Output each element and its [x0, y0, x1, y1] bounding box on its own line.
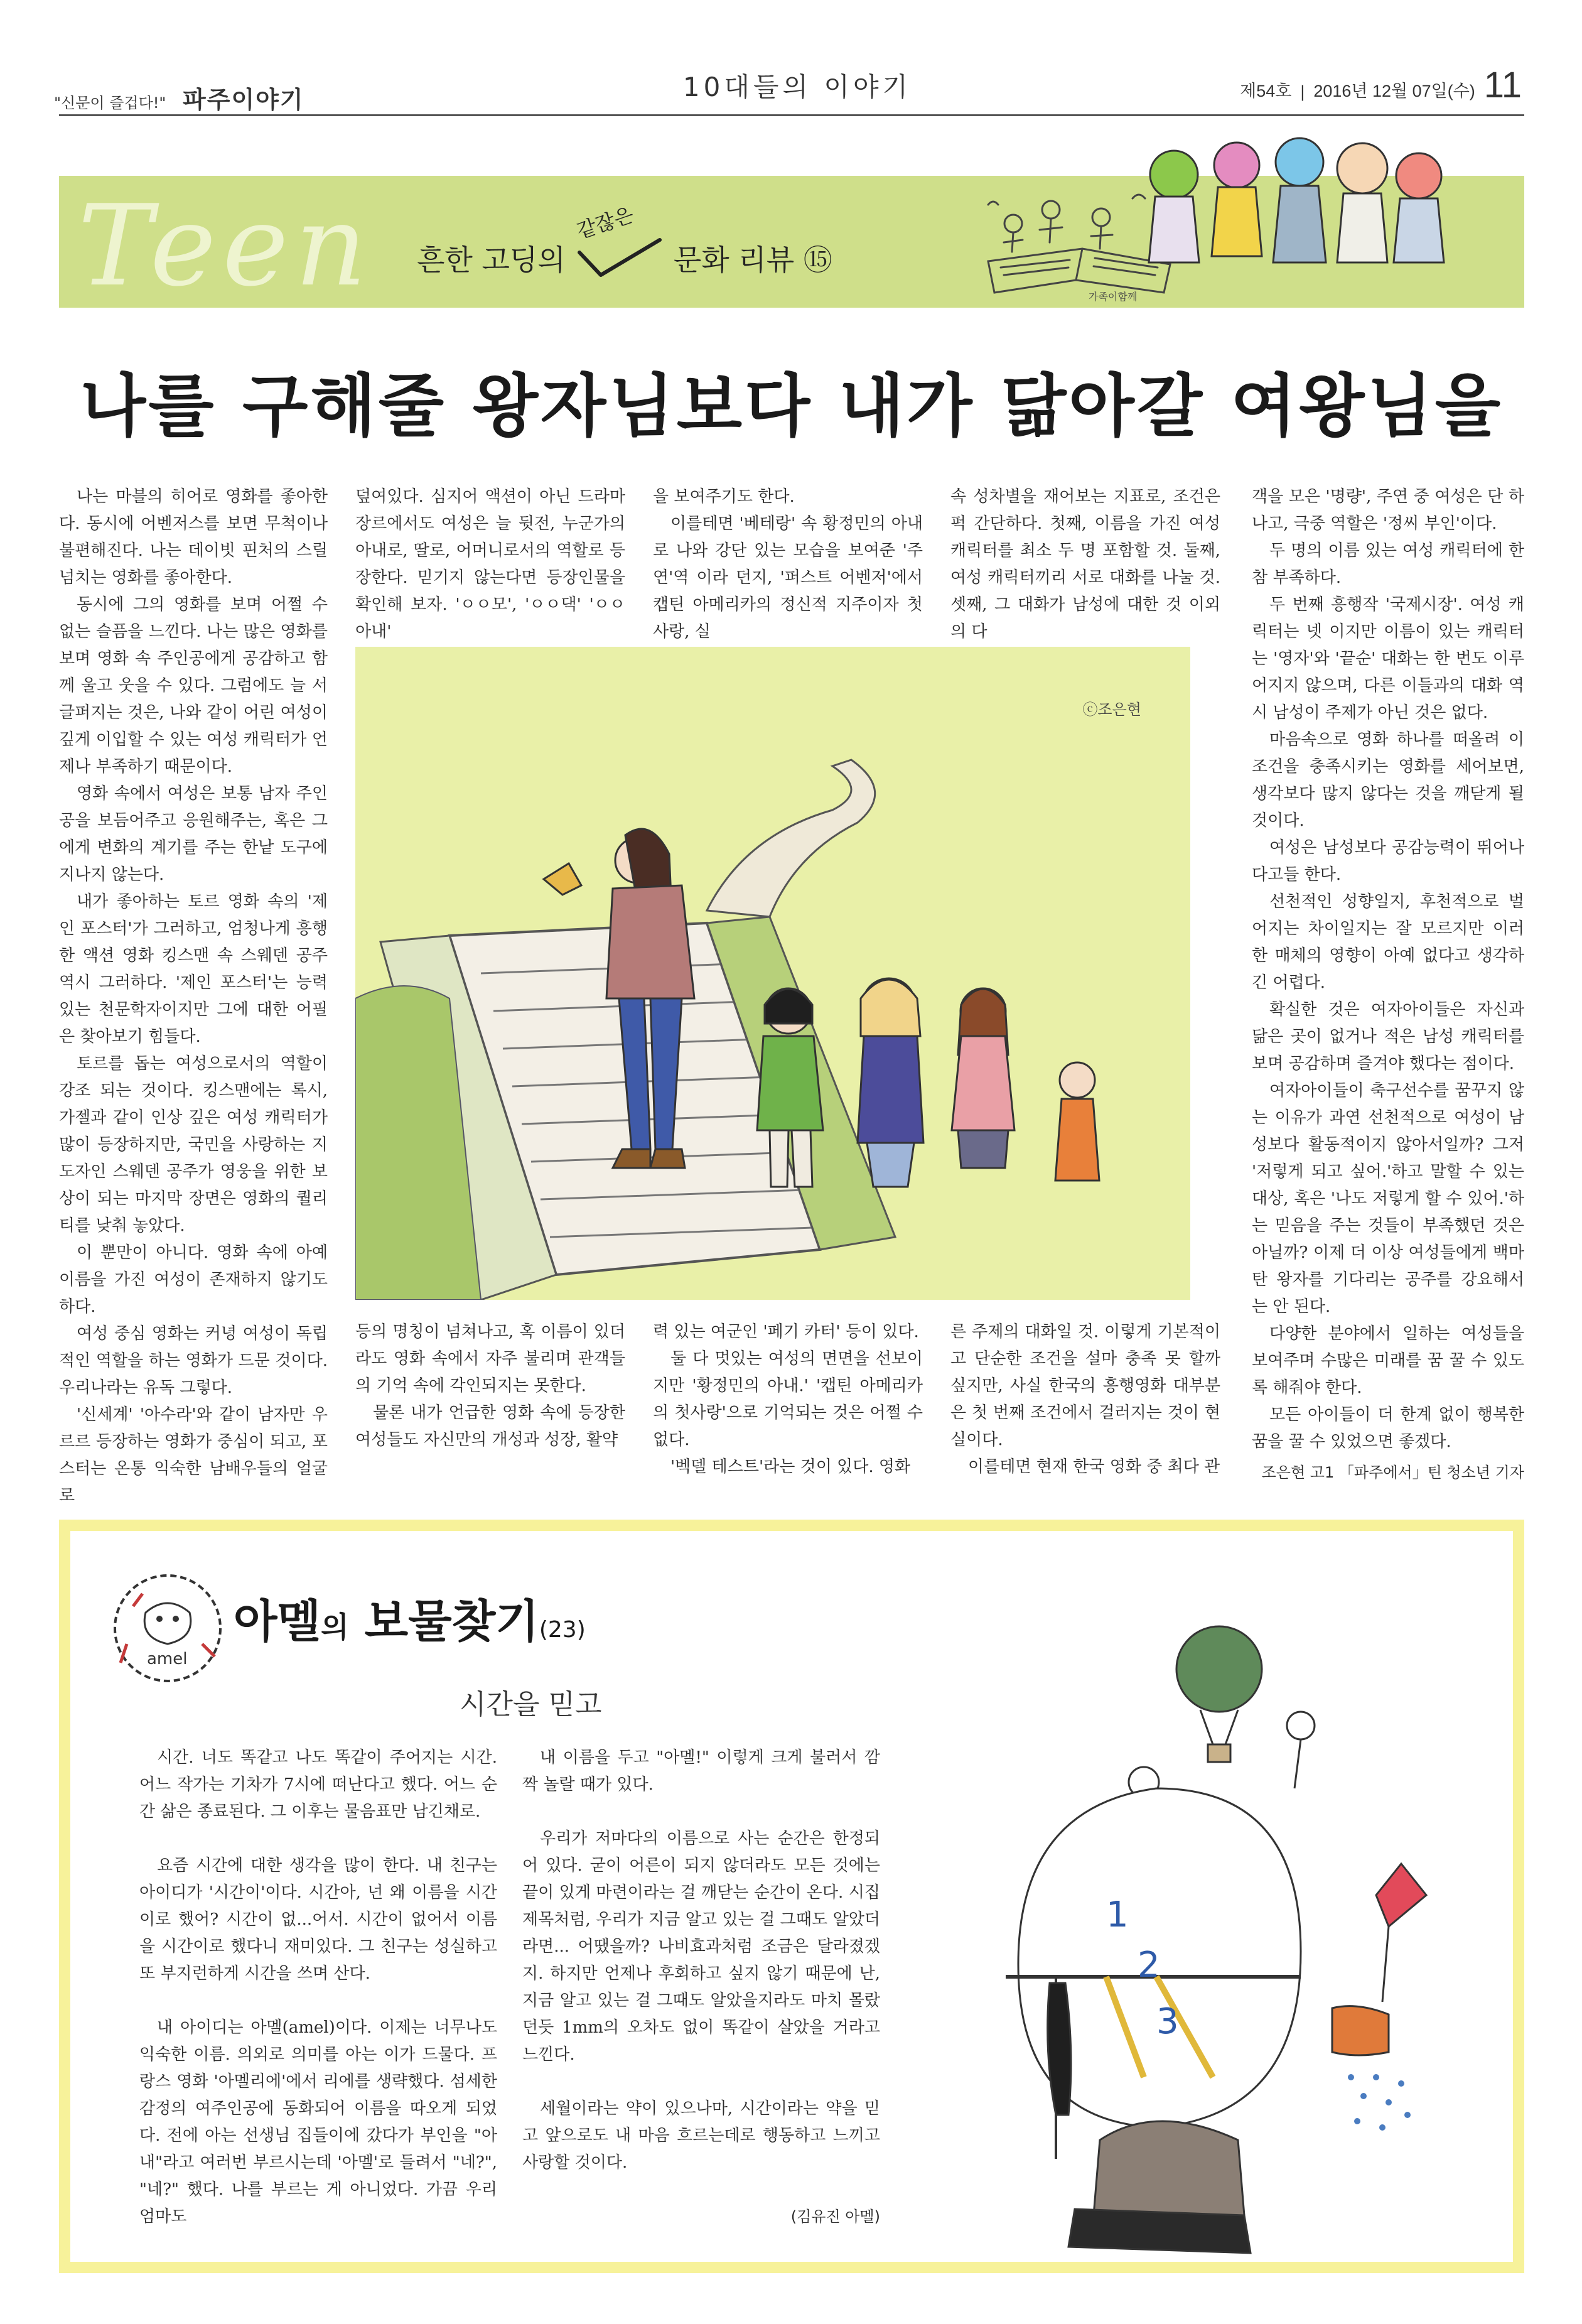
- paragraph: 요즘 시간에 대한 생각을 많이 한다. 내 친구는 아이디가 '시간이'이다. 시간아, 넌 왜 이름을 시간이로 했어? 시간이 없...어서. 시간이 없어서 이름을 시간이로 했다니 재미있다. 그 친구는 성실하고 또 부지런하게 시간을 쓰며 산다.: [139, 1856, 497, 1983]
- paragraph: 확실한 것은 여자아이들은 자신과 닮은 곳이 없거나 적은 남성 캐릭터를 보며 공감하며 즐겨야 했다는 점이다.: [1252, 1000, 1524, 1073]
- paragraph: 토르를 돕는 여성으로서의 역할이 강조 되는 것이다. 킹스맨에는 록시, 가젤과 같이 인상 깊은 여성 캐릭터가 많이 등장하지만, 국민을 사랑하는 지도자인 스웨덴 공주가 영웅을 위한 보상이 되는 마지막 장면은 영화의 퀄리티를 낮춰 놓았다.: [59, 1054, 328, 1235]
- paragraph: 나는 마블의 히어로 영화를 좋아한다. 동시에 어벤저스를 보면 무척이나 불편해진다. 나는 데이빗 핀처의 스릴 넘치는 영화를 좋아한다.: [59, 487, 328, 587]
- paragraph: 내 이름을 두고 "아멜!" 이렇게 크게 불러서 깜짝 놀랄 때가 있다.: [522, 1748, 880, 1794]
- paragraph: 덮여있다. 심지어 액션이 아닌 드라마 장르에서도 여성은 늘 뒷전, 누군가의 아내로, 딸로, 어머니로서의 역할로 등장한다. 믿기지 않는다면 등장인물을 확인해 보자. 'ㅇㅇ모', 'ㅇㅇ댁' 'ㅇㅇ아내': [355, 487, 625, 641]
- amel-logo-icon: [108, 1569, 227, 1688]
- teens-illustration: [1130, 137, 1456, 275]
- article-column-3-top: [653, 484, 923, 646]
- paragraph: 동시에 그의 영화를 보며 어쩔 수 없는 슬픔을 느낀다. 나는 많은 영화를 보며 영화 속 주인공에게 공감하고 함께 울고 웃을 수 있다. 그럼에도 늘 서글퍼지는 것은, 나와 같이 어린 여성이 깊게 이입할 수 있는 여성 캐릭터가 언제나 부족하기 때문이다.: [59, 595, 328, 776]
- article-headline: 나를 구해줄 왕자님보다 내가 닮아갈 여왕님을: [80, 367, 1504, 446]
- feature-subtitle: 시간을 믿고: [460, 1689, 602, 1721]
- newspaper-slogan: "신문이 즐겁다!": [54, 94, 166, 112]
- great-wall-illustration: [355, 647, 1190, 1300]
- feature-number: (23): [539, 1617, 586, 1643]
- paragraph: 내 아이디는 아멜(amel)이다. 이제는 너무나도 익숙한 이름. 의외로 의미를 아는 이가 드물다. 프랑스 영화 '아멜리에'에서 리에를 생략했다. 섬세한 감정의 여주인공에 동화되어 이름을 따오게 되었다. 전에 아는 선생님 집들이에 갔다가 부인을 "아내"라고 여러번 부르시는데 '아멜'로 들려서 "네?", "네?" 했다. 나를 부르는 게 아니었다. 가끔 우리 엄마도: [139, 2018, 497, 2226]
- series-title: [417, 202, 832, 280]
- paragraph: 여성은 남성보다 공감능력이 뛰어나다고들 한다.: [1252, 838, 1524, 884]
- paragraph: 둘 다 멋있는 여성의 면면을 선보이지만 '황정민의 아내.' '캡틴 아메리카의 첫사랑'으로 기억되는 것은 어쩔 수 없다.: [653, 1349, 923, 1449]
- article-column-3-bottom: [653, 1319, 923, 1481]
- article-column-2-top: [355, 484, 625, 646]
- check-mark-icon: [573, 202, 664, 280]
- issue-number: 제54호: [1240, 82, 1292, 100]
- article-column-5: [1252, 484, 1524, 1486]
- masthead-left: [54, 80, 304, 115]
- svg-text:1: 1: [1106, 1894, 1129, 1935]
- paragraph: 우리가 저마다의 이름으로 사는 순간은 한정되어 있다. 굳이 어른이 되지 않더라도 모든 것에는 끝이 있게 마련이라는 걸 깨닫는 순간이 온다. 시집 제목처럼, 우리가 지금 알고 있는 걸 그때도 알았더라면... 어땠을까? 나비효과처럼 조금은 달라졌겠지. 하지만 언제나 후회하고 싶지 않기 때문에 난, 지금 알고 있는 걸 그때도 알았을지라도 마치 몰랐던듯 1mm의 오차도 없이 똑같이 살았을 거라고 느낀다.: [522, 1829, 880, 2064]
- paragraph: 세월이라는 약이 있으나마, 시간이라는 약을 믿고 앞으로도 내 마음 흐르는데로 행동하고 느끼고 사랑할 것이다.: [522, 2099, 880, 2172]
- article-byline: 조은현 고1 「파주에서」틴 청소년 기자: [1261, 1464, 1524, 1481]
- paragraph: 이 뿐만이 아니다. 영화 속에 아예 이름을 가진 여성이 존재하지 않기도 하다.: [59, 1243, 328, 1316]
- paragraph: 모든 아이들이 더 한계 없이 행복한 꿈을 꿀 수 있었으면 좋겠다.: [1252, 1405, 1524, 1451]
- paragraph: 내가 좋아하는 토르 영화 속의 '제인 포스터'가 그러하고, 엄청나게 흥행한 액션 영화 킹스맨 속 스웨덴 공주 역시 그러하다. '제인 포스터'는 능력 있는 천문학자이지만 그에 대한 어필은 찾아보기 힘들다.: [59, 892, 328, 1046]
- paragraph: 선천적인 성향일지, 후천적으로 벌어지는 차이일지는 잘 모르지만 이러한 매체의 영향이 아예 없다고 생각하긴 어렵다.: [1252, 892, 1524, 992]
- feature-title: [234, 1585, 586, 1650]
- section-title: 10대들의 이야기: [682, 72, 912, 102]
- svg-text:3: 3: [1156, 2001, 1179, 2042]
- article-column-2-bottom: [355, 1319, 625, 1454]
- issue-info: 제54호 | 2016년 12월 07일(수) 11: [1240, 65, 1522, 105]
- paragraph: '벡델 테스트'라는 것이 있다. 영화: [670, 1457, 911, 1476]
- paragraph: 두 명의 이름 있는 여성 캐릭터에 한참 부족하다.: [1252, 541, 1524, 587]
- feature-title-main: 아멜: [234, 1595, 321, 1648]
- newspaper-logo: 파주이야기: [183, 86, 304, 114]
- article-illustration: [355, 647, 1190, 1300]
- paragraph: 력 있는 여군인 '페기 카터' 등이 있다.: [653, 1322, 919, 1341]
- feature-column-left: [139, 1744, 497, 2230]
- issue-date: 2016년 12월 07일(수): [1313, 82, 1475, 100]
- paragraph: '신세계' '아수라'와 같이 남자만 우르르 등장하는 영화가 중심이 되고, 포스터는 온통 익숙한 남배우들의 얼굴로: [59, 1405, 328, 1505]
- paragraph: 두 번째 흥행작 '국제시장'. 여성 캐릭터는 넷 이지만 이름이 있는 캐릭터는 '영자'와 '끝순' 대화는 한 번도 이루어지지 않으며, 다른 이들과의 대화 역시 남성이 주제가 아닌 것은 없다.: [1252, 595, 1524, 722]
- feature-title-rest: 보물찾기: [364, 1595, 539, 1648]
- feature-box: [59, 1520, 1524, 2273]
- svg-text:2: 2: [1138, 1945, 1160, 1986]
- paragraph: 마음속으로 영화 하나를 떠올려 이 조건을 충족시키는 영화를 세어보면, 생각보다 많지 않다는 것을 깨닫게 될 것이다.: [1252, 730, 1524, 830]
- article-column-1: [59, 484, 328, 1510]
- feature-column-right: [522, 1744, 880, 2230]
- paragraph: 다양한 분야에서 일하는 여성들을 보여주며 수많은 미래를 꿈 꿀 수 있도록 해줘야 한다.: [1252, 1324, 1524, 1397]
- paragraph: 시간. 너도 똑같고 나도 똑같이 주어지는 시간. 어느 작가는 기차가 7시에 떠난다고 했다. 어느 순간 삶은 종료된다. 그 이후는 물음표만 남긴채로.: [139, 1748, 497, 1821]
- series-check-word: 같잖은: [573, 202, 637, 244]
- paragraph: 물론 내가 언급한 영화 속에 등장한 여성들도 자신만의 개성과 성장, 활약: [355, 1403, 625, 1449]
- paragraph: 속 성차별을 재어보는 지표로, 조건은 퍽 간단하다. 첫째, 이름을 가진 여성 캐릭터를 최소 두 명 포함할 것. 둘째, 여성 캐릭터끼리 서로 대화를 나눌 것. 셋째, 그 대화가 남성에 대한 것 이외의 다: [950, 487, 1220, 641]
- illustration-credit: ⓒ조은현: [1082, 701, 1141, 718]
- svg-text:가족이함께: 가족이함께: [1089, 291, 1138, 303]
- paragraph: 객을 모은 '명량', 주연 중 여성은 단 하나고, 극중 역할은 '정씨 부인'이다.: [1252, 487, 1524, 533]
- header-rule: [59, 114, 1524, 116]
- logo-text: amel: [147, 1650, 188, 1668]
- paragraph: 영화 속에서 여성은 보통 남자 주인공을 보듬어주고 응원해주는, 혹은 그에게 변화의 계기를 주는 한낱 도구에 지나지 않는다.: [59, 784, 328, 884]
- teen-wordmark: Teen: [78, 181, 374, 308]
- series-suffix: 문화 리뷰 ⑮: [673, 243, 832, 277]
- paragraph: 여성 중심 영화는 커녕 여성이 독립적인 역할을 하는 영화가 드문 것이다. 우리나라는 유독 그렇다.: [59, 1324, 328, 1397]
- paragraph: 이를테면 현재 한국 영화 중 최다 관: [968, 1457, 1220, 1476]
- page-number: 11: [1483, 65, 1522, 105]
- paragraph: 을 보여주기도 한다.: [653, 487, 795, 506]
- feature-signature: (김유진 아멜): [790, 2208, 880, 2225]
- paragraph: 여자아이들이 축구선수를 꿈꾸지 않는 이유가 과연 선천적으로 여성이 남성보다 활동적이지 않아서일까? 그저 '저렇게 되고 싶어.'하고 말할 수 있는 대상, 혹은 '나도 저렇게 할 수 있어.'하는 믿음을 주는 것들이 부족했던 것은 아닐까? 이제 더 이상 여성들에게 백마 탄 왕자를 기다리는 공주를 강요해서는 안 된다.: [1252, 1081, 1524, 1316]
- paragraph: 등의 명칭이 넘쳐나고, 혹 이름이 있더라도 영화 속에서 자주 불리며 관객들의 기억 속에 각인되지는 못한다.: [355, 1322, 625, 1395]
- clock-illustration: [949, 1600, 1464, 2266]
- series-prefix: 흔한 고딩의: [417, 243, 566, 277]
- article-column-4-top: [950, 484, 1220, 646]
- paragraph: 이를테면 '베테랑' 속 황정민의 아내로 나와 강단 있는 모습을 보여준 '주연'역 이라 던지, '퍼스트 어벤저'에서 캡틴 아메리카의 정신적 지주이자 첫사랑, 실: [653, 514, 923, 641]
- article-column-4-bottom: [950, 1319, 1220, 1481]
- feature-title-particle: 의: [321, 1610, 349, 1644]
- paragraph: 른 주제의 대화일 것. 이렇게 기본적이고 단순한 조건을 설마 충족 못 할까 싶지만, 사실 한국의 흥행영화 대부분은 첫 번째 조건에서 걸러지는 것이 현실이다.: [950, 1322, 1220, 1449]
